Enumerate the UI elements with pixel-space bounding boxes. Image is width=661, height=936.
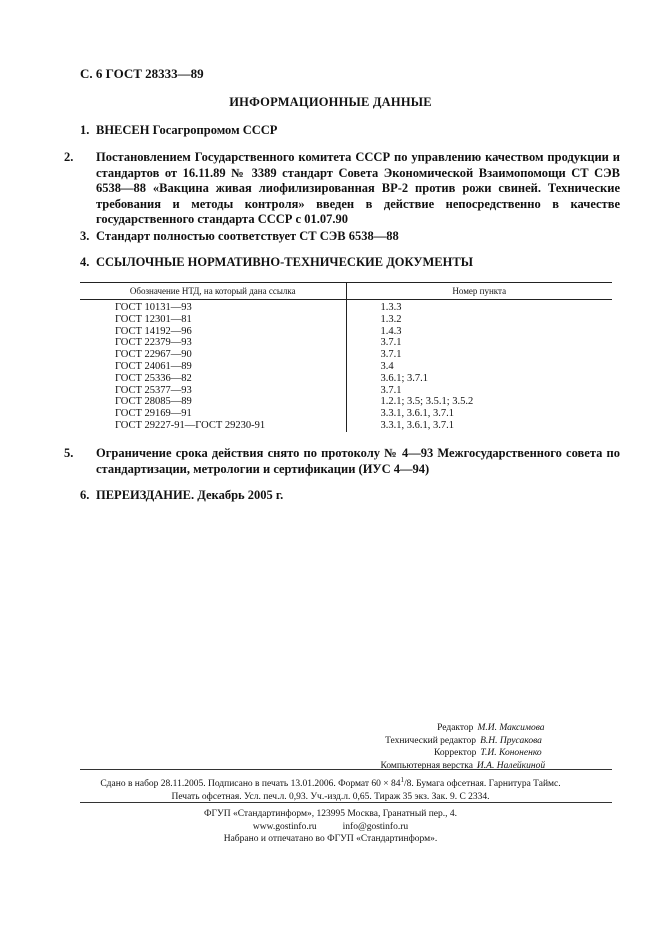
- item-number: 4.: [80, 255, 90, 269]
- table-cell: 3.4: [380, 360, 394, 372]
- item-6: [80, 488, 620, 504]
- table-cell: ГОСТ 29227-91—ГОСТ 29230-91: [115, 419, 266, 431]
- credit-role: Технический редактор: [385, 735, 477, 746]
- print-info-text: . Бумага офсетная. Гарнитура Таймс.: [411, 779, 561, 790]
- credit-name: М.И. Максимова: [477, 723, 545, 733]
- table-cell: 1.2.1; 3.5; 3.5.1; 3.5.2: [380, 396, 474, 408]
- item-number: 3.: [80, 229, 90, 243]
- item-4: [80, 255, 620, 271]
- table-cell: 3.3.1, 3.6.1, 3.7.1: [380, 408, 454, 420]
- print-info: [0, 774, 661, 803]
- item-number: 1.: [80, 123, 90, 137]
- editorial-credits: [0, 722, 661, 772]
- publisher-info: [0, 808, 661, 846]
- table-cell: ГОСТ 25336—82: [115, 372, 192, 384]
- format-superscript: 1: [400, 776, 404, 784]
- item-5: [64, 446, 620, 477]
- credit-role: Редактор: [437, 723, 474, 733]
- print-info-line-1: [0, 774, 661, 791]
- item-text: ПЕРЕИЗДАНИЕ. Декабрь 2005 г.: [96, 488, 284, 502]
- item-text: ССЫЛОЧНЫЕ НОРМАТИВНО-ТЕХНИЧЕСКИЕ ДОКУМЕНТЫ: [96, 255, 473, 269]
- credit-name: И.А. Налейкиной: [476, 760, 546, 771]
- table-body: [80, 300, 612, 432]
- table-column-designation: [80, 300, 347, 432]
- item-2: [64, 150, 620, 228]
- table-cell: ГОСТ 12301—81: [115, 313, 192, 325]
- credit-row: [0, 747, 661, 760]
- print-info-text: Сдано в набор 28.11.2005. Подписано в печать 13.01.2006. Формат 60 × 84: [100, 779, 401, 790]
- format-fraction: /8: [404, 779, 412, 790]
- table-cell: 1.3.2: [380, 313, 402, 325]
- credit-row: [0, 722, 661, 735]
- publisher-printed-by: Набрано и отпечатано во ФГУП «Стандартинформ».: [223, 834, 438, 844]
- divider: [80, 769, 612, 770]
- table-cell: ГОСТ 22379—93: [115, 337, 192, 349]
- section-title: ИНФОРМАЦИОННЫЕ ДАННЫЕ: [229, 95, 432, 109]
- table-cell: ГОСТ 22967—90: [115, 349, 192, 361]
- table-cell: 1.4.3: [380, 325, 402, 337]
- item-number: 2.: [64, 150, 74, 164]
- table-cell: ГОСТ 10131—93: [115, 302, 192, 313]
- table-cell: 3.7.1: [380, 337, 402, 349]
- table-cell: 3.7.1: [380, 349, 402, 361]
- credit-name: В.Н. Прусакова: [480, 735, 542, 746]
- table-cell: 3.3.1, 3.6.1, 3.7.1: [380, 419, 454, 431]
- table-cell: ГОСТ 14192—96: [115, 325, 192, 337]
- publisher-address: ФГУП «Стандартинформ», 123995 Москва, Гранатный пер., 4.: [203, 809, 458, 819]
- credit-role: Компьютерная верстка: [380, 760, 473, 771]
- table-cell: 1.3.3: [380, 302, 402, 313]
- item-3: [80, 229, 620, 245]
- table-cell: 3.7.1: [380, 384, 402, 396]
- item-text: Постановлением Государственного комитета СССР по управлению качеством продукции и стандартов от 16.11.89 № 3389 стандарт Совета Экономической Взаимопомощи СТ СЭВ 6538—88 «Вакцина живая лиофилизированная ВР-2 против рожи свиней. Технические требования и методы контроля» введен в действие непосредственно в качестве государственного стандарта СССР с 01.07.90: [96, 150, 620, 226]
- item-text: ВНЕСЕН Госагропромом СССР: [96, 123, 278, 137]
- table-cell: 3.6.1; 3.7.1: [380, 372, 429, 384]
- credit-role: Корректор: [433, 748, 477, 758]
- publisher-email[interactable]: info@gostinfo.ru: [342, 821, 409, 832]
- item-number: 6.: [80, 488, 90, 502]
- table-cell: ГОСТ 28085—89: [115, 396, 192, 408]
- table-cell: ГОСТ 29169—91: [115, 408, 192, 420]
- credit-row: [0, 760, 661, 773]
- credit-name: Т.И. Кононенко: [480, 748, 542, 758]
- item-text: Ограничение срока действия снято по протоколу № 4—93 Межгосударственного совета по стандартизации, метрологии и сертификации (ИУС 4—94): [96, 446, 620, 476]
- table-column-clause: [347, 300, 613, 432]
- publisher-website[interactable]: www.gostinfo.ru: [252, 821, 317, 832]
- item-number: 5.: [64, 446, 74, 460]
- credit-row: [0, 735, 661, 748]
- item-1: [80, 123, 620, 139]
- page-header: С. 6 ГОСТ 28333—89: [80, 66, 204, 81]
- table-header: [80, 283, 612, 299]
- table-cell: ГОСТ 24061—89: [115, 360, 192, 372]
- item-text: Стандарт полностью соответствует СТ СЭВ 6538—88: [96, 229, 399, 243]
- table-header-clause: Номер пункта: [452, 286, 507, 296]
- publisher-contacts: [0, 821, 661, 834]
- print-info-line-2: Печать офсетная. Усл. печ.л. 0,93. Уч.-изд.л. 0,65. Тираж 35 экз. Зак. 9. С 2334.: [171, 791, 490, 802]
- table-header-designation: Обозначение НТД, на который дана ссылка: [80, 283, 347, 299]
- divider: [80, 802, 612, 803]
- references-table: [80, 282, 612, 432]
- table-cell: ГОСТ 25377—93: [115, 384, 192, 396]
